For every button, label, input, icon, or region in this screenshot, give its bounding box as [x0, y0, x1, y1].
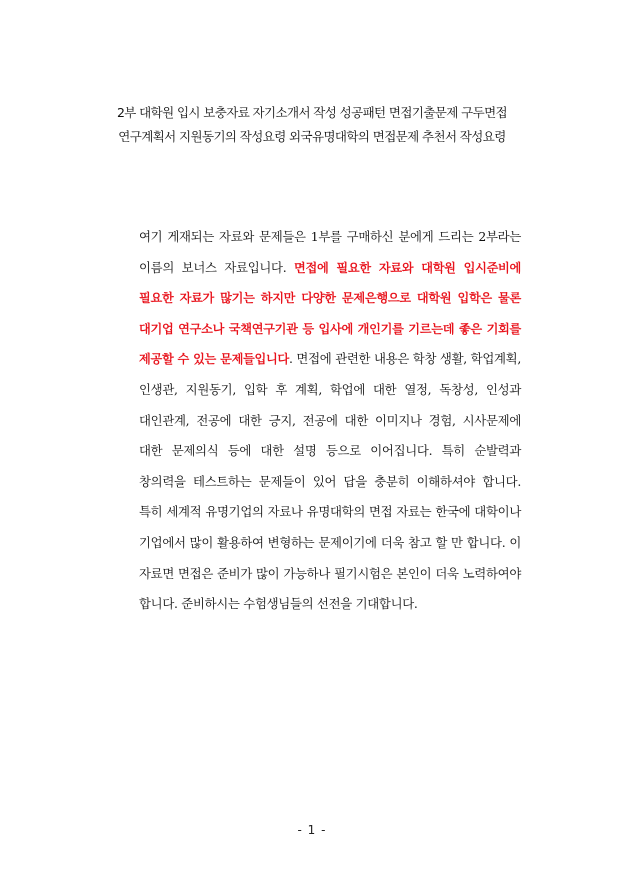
body-rest-text: . 면접에 관련한 내용은 학창 생활, 학업계획, 인생관, 지원동기, 입학 후 계획, 학업에 대한 열정, 독창성, 인성과 대인관계, 전공에 대한 긍지, 전공에 대한 이미지나 경험, 시사문제에 대한 문제의식 등에 대한 설명 등으로 이어집니다. 특히 순발력과 창의력을 테스트하는 문제들이 있어 답을 충분히 이해하셔야 합니다. 특히 세계적 유명기업의 자료나 유명대학의 면접 자료는 한국에 대학이나 기업에서 많이 활용하여 변형하는 문제이기에 더욱 참고 할 만 합니다. 이 자료면 면접은 준비가 많이 가능하나 필기시험은 본인이 더욱 노력하여야 합니다. 준비하시는 수험생님들의 선전을 기대합니다. [139, 351, 521, 612]
body-intro-text: 여기 게재되는 자료와 문제들은 1부를 구매하신 분에게 드리는 2부라는 이름의 보너스 자료입니다. [139, 229, 521, 275]
body-highlight-text: 면접에 필요한 자료와 대학원 입시준비에 필요한 자료가 많기는 하지만 다양한 문제은행으로 대학원 입학은 물론 대기업 연구소나 국책연구기관 등 입사에 개인기를 기르는데 좋은 기회를 제공할 수 있는 문제들입니다 [139, 260, 521, 367]
document-header [0, 101, 624, 149]
page-number: - 1 - [297, 823, 327, 837]
header-line-1: 2부 대학원 입시 보충자료 자기소개서 작성 성공패턴 면접기출문제 구두면접 [116, 105, 508, 120]
body-paragraph [139, 222, 521, 620]
header-line-2: 연구계획서 지원동기의 작성요령 외국유명대학의 면접문제 추천서 작성요령 [118, 129, 506, 144]
